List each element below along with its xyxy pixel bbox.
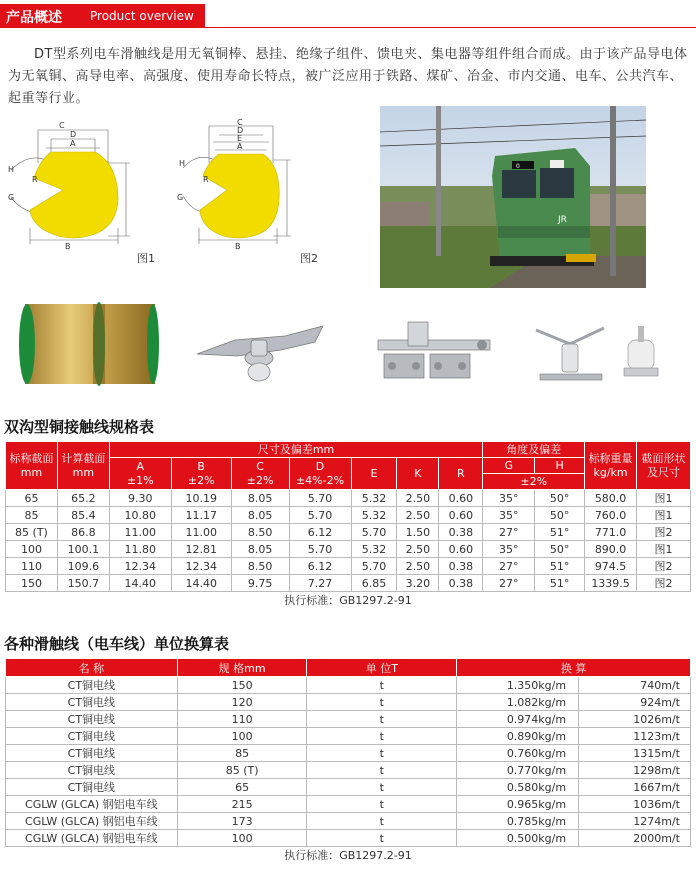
col-header-d-name: D: [315, 459, 325, 473]
spec-standard: 执行标准：GB1297.2-91: [284, 594, 412, 607]
spec-table: [5, 441, 691, 608]
train-logo: JR: [558, 215, 567, 225]
table-cell: 8.05: [231, 541, 289, 558]
table-cell: 9.30: [109, 490, 171, 507]
table-cell: 1123m/t: [579, 728, 691, 745]
dim-label-d: D: [70, 130, 77, 139]
table-cell: 14.40: [171, 575, 231, 592]
table-row: [6, 490, 691, 507]
table-cell: 27°: [483, 575, 535, 592]
table-cell: 8.50: [231, 558, 289, 575]
figure-2-label: 图2: [300, 252, 318, 265]
table-row: [6, 745, 691, 762]
table-cell: 85: [6, 507, 58, 524]
table-cell: 8.05: [231, 490, 289, 507]
table-cell: 10.80: [109, 507, 171, 524]
table-cell: 5.70: [289, 507, 351, 524]
table-row: [6, 796, 691, 813]
conv-table-title: 各种滑触线（电车线）单位换算表: [4, 635, 230, 653]
table-cell: 5.32: [351, 541, 397, 558]
table-cell: 3.20: [397, 575, 439, 592]
table-row: [6, 524, 691, 541]
col-header-g: G: [483, 458, 535, 474]
table-cell: 11.00: [171, 524, 231, 541]
table-cell: t: [307, 745, 457, 762]
table-cell: 740m/t: [579, 677, 691, 694]
col-header-c-tol: ±2%: [246, 473, 274, 487]
table-cell: t: [307, 762, 457, 779]
col-header-nominal: 标称截面mm: [6, 442, 58, 490]
table-cell: 0.890kg/m: [457, 728, 579, 745]
table-cell: 1274m/t: [579, 813, 691, 830]
table-cell: CT铜电线: [6, 694, 178, 711]
cross-section-diagram-2: [175, 118, 305, 258]
table-cell: 50°: [535, 490, 585, 507]
figure-1-label: 图1: [137, 252, 155, 265]
table-cell: 6.12: [289, 524, 351, 541]
table-cell: t: [307, 728, 457, 745]
dim-label-a: A: [237, 142, 243, 151]
conv-header-conv: 换 算: [457, 659, 691, 677]
table-cell: 1339.5: [585, 575, 637, 592]
table-cell: t: [307, 694, 457, 711]
intro-paragraph: DT型系列电车滑触线是用无氧铜棒、悬挂、绝缘子组件、馈电夹、集电器等组件组合而成。由于该产品导电体为无氧铜、高导电率、高强度、使用寿命长特点，被广泛应用于铁路、煤矿、冶金、市内交通、电车、公共汽车、起重等行业。: [8, 47, 688, 106]
table-cell: 1315m/t: [579, 745, 691, 762]
table-cell: 100: [177, 728, 307, 745]
table-cell: 图1: [637, 507, 691, 524]
table-cell: 5.70: [289, 541, 351, 558]
table-cell: 27°: [483, 558, 535, 575]
table-cell: 1667m/t: [579, 779, 691, 796]
header-title-en: Product overview: [90, 9, 194, 23]
table-cell: 1026m/t: [579, 711, 691, 728]
table-cell: 2.50: [397, 490, 439, 507]
table-cell: 0.770kg/m: [457, 762, 579, 779]
col-header-b-name: B: [197, 459, 205, 473]
table-cell: 924m/t: [579, 694, 691, 711]
table-cell: 85: [177, 745, 307, 762]
dim-label-c: C: [237, 118, 243, 127]
table-cell: 760.0: [585, 507, 637, 524]
table-cell: 27°: [483, 524, 535, 541]
dim-label-b: B: [235, 242, 241, 251]
col-header-angle: 角度及偏差: [483, 442, 585, 458]
table-cell: 0.785kg/m: [457, 813, 579, 830]
dim-label-r: R: [32, 175, 38, 184]
table-cell: 1.50: [397, 524, 439, 541]
table-cell: t: [307, 711, 457, 728]
table-row: [6, 541, 691, 558]
table-row: [6, 575, 691, 592]
table-cell: 215: [177, 796, 307, 813]
table-cell: 0.60: [439, 490, 483, 507]
table-cell: 1298m/t: [579, 762, 691, 779]
table-cell: 图2: [637, 558, 691, 575]
col-header-h: H: [535, 458, 585, 474]
col-header-a-tol: ±1%: [126, 473, 154, 487]
conv-header-spec: 规 格mm: [177, 659, 307, 677]
table-cell: 86.8: [57, 524, 109, 541]
table-cell: CGLW (GLCA) 钢铝电车线: [6, 830, 178, 847]
table-cell: CT铜电线: [6, 677, 178, 694]
table-cell: 50°: [535, 541, 585, 558]
table-cell: 图2: [637, 575, 691, 592]
table-cell: CT铜电线: [6, 711, 178, 728]
table-row: [6, 762, 691, 779]
dim-label-d: D: [237, 126, 244, 135]
table-cell: 974.5: [585, 558, 637, 575]
table-cell: t: [307, 796, 457, 813]
table-row: [6, 694, 691, 711]
col-header-d-tol: ±4%-2%: [295, 473, 345, 487]
col-header-d: [289, 458, 351, 490]
col-header-calc: 计算截面mm: [57, 442, 109, 490]
table-cell: 0.580kg/m: [457, 779, 579, 796]
col-header-e: E: [351, 458, 397, 490]
table-cell: t: [307, 779, 457, 796]
hanger-fitting: [195, 320, 325, 382]
table-row: [6, 728, 691, 745]
dim-label-h: H: [179, 159, 186, 168]
col-header-gh-tol: ±2%: [483, 474, 585, 490]
table-cell: 5.32: [351, 507, 397, 524]
table-cell: 5.70: [289, 490, 351, 507]
table-cell: 1036m/t: [579, 796, 691, 813]
col-header-dims: 尺寸及偏差mm: [109, 442, 482, 458]
table-cell: 11.17: [171, 507, 231, 524]
col-header-k: K: [397, 458, 439, 490]
header-title-cn: 产品概述: [6, 10, 62, 26]
table-cell: 2000m/t: [579, 830, 691, 847]
table-cell: 1.350kg/m: [457, 677, 579, 694]
table-cell: 771.0: [585, 524, 637, 541]
table-cell: 890.0: [585, 541, 637, 558]
table-row: [6, 677, 691, 694]
dim-label-b: B: [65, 242, 71, 251]
table-cell: 580.0: [585, 490, 637, 507]
col-header-a-name: A: [136, 459, 145, 473]
table-cell: 150.7: [57, 575, 109, 592]
table-cell: 11.80: [109, 541, 171, 558]
table-cell: 12.34: [109, 558, 171, 575]
table-cell: 51°: [535, 524, 585, 541]
table-cell: 85 (T): [6, 524, 58, 541]
table-cell: 100: [177, 830, 307, 847]
table-cell: 150: [6, 575, 58, 592]
table-cell: 100: [6, 541, 58, 558]
col-header-c: [231, 458, 289, 490]
dim-label-g: G: [8, 193, 15, 202]
col-header-b: [171, 458, 231, 490]
conv-standard: 执行标准：GB1297.2-91: [284, 849, 412, 863]
table-cell: 2.50: [397, 558, 439, 575]
section-header: [0, 4, 205, 28]
table-cell: 2.50: [397, 541, 439, 558]
table-cell: 0.760kg/m: [457, 745, 579, 762]
table-cell: 65: [177, 779, 307, 796]
table-cell: 5.70: [351, 558, 397, 575]
table-cell: 100.1: [57, 541, 109, 558]
table-cell: 109.6: [57, 558, 109, 575]
table-cell: 65: [6, 490, 58, 507]
table-cell: 14.40: [109, 575, 171, 592]
table-cell: t: [307, 830, 457, 847]
table-cell: 173: [177, 813, 307, 830]
table-cell: 35°: [483, 507, 535, 524]
table-cell: 8.05: [231, 507, 289, 524]
table-cell: CT铜电线: [6, 728, 178, 745]
table-cell: 9.75: [231, 575, 289, 592]
table-cell: 2.50: [397, 507, 439, 524]
table-cell: 图1: [637, 490, 691, 507]
table-cell: 12.34: [171, 558, 231, 575]
table-cell: 35°: [483, 490, 535, 507]
table-cell: 1.082kg/m: [457, 694, 579, 711]
table-cell: 0.60: [439, 541, 483, 558]
table-row: [6, 779, 691, 796]
table-cell: t: [307, 677, 457, 694]
col-header-weight: 标称重量kg/km: [585, 442, 637, 490]
dim-label-h: H: [8, 165, 15, 174]
spec-table-title: 双沟型铜接触线规格表: [4, 418, 155, 436]
col-header-c-name: C: [256, 459, 264, 473]
table-cell: 图2: [637, 524, 691, 541]
dim-label-e: E: [237, 134, 243, 143]
header-divider: [205, 27, 696, 28]
table-cell: 85 (T): [177, 762, 307, 779]
train-photo: [380, 106, 646, 288]
table-cell: 51°: [535, 558, 585, 575]
table-cell: CT铜电线: [6, 745, 178, 762]
train-number: 0: [516, 163, 520, 170]
conv-header-unit: 单 位T: [307, 659, 457, 677]
table-cell: 图1: [637, 541, 691, 558]
col-header-a: [109, 458, 171, 490]
table-cell: 5.70: [351, 524, 397, 541]
copper-wire-spool: [15, 296, 160, 392]
table-cell: 0.38: [439, 524, 483, 541]
table-cell: 150: [177, 677, 307, 694]
table-cell: 6.85: [351, 575, 397, 592]
table-cell: 51°: [535, 575, 585, 592]
table-cell: 110: [6, 558, 58, 575]
table-cell: 35°: [483, 541, 535, 558]
table-cell: 0.60: [439, 507, 483, 524]
table-row: [6, 813, 691, 830]
table-row: [6, 507, 691, 524]
table-cell: 10.19: [171, 490, 231, 507]
table-cell: 0.965kg/m: [457, 796, 579, 813]
table-cell: 11.00: [109, 524, 171, 541]
clamp-fitting: [370, 318, 495, 386]
dim-label-r: R: [203, 175, 209, 184]
table-row: [6, 830, 691, 847]
table-cell: 120: [177, 694, 307, 711]
table-cell: 12.81: [171, 541, 231, 558]
table-cell: 8.50: [231, 524, 289, 541]
col-header-shape: 截面形状及尺寸: [637, 442, 691, 490]
table-cell: 65.2: [57, 490, 109, 507]
table-cell: 50°: [535, 507, 585, 524]
table-cell: 5.32: [351, 490, 397, 507]
table-cell: 85.4: [57, 507, 109, 524]
table-cell: CT铜电线: [6, 779, 178, 796]
table-cell: 110: [177, 711, 307, 728]
table-cell: CT铜电线: [6, 762, 178, 779]
table-cell: 0.38: [439, 558, 483, 575]
cross-section-diagram-1: [8, 118, 138, 258]
table-cell: CGLW (GLCA) 钢铝电车线: [6, 796, 178, 813]
table-cell: 6.12: [289, 558, 351, 575]
table-cell: t: [307, 813, 457, 830]
table-row: [6, 558, 691, 575]
dim-label-c: C: [59, 121, 65, 130]
table-cell: 0.38: [439, 575, 483, 592]
table-row: [6, 711, 691, 728]
conv-header-name: 名 称: [6, 659, 178, 677]
table-cell: CGLW (GLCA) 钢铝电车线: [6, 813, 178, 830]
dim-label-g: G: [177, 193, 184, 202]
col-header-r: R: [439, 458, 483, 490]
table-cell: 0.500kg/m: [457, 830, 579, 847]
insulator-assembly: [530, 318, 678, 390]
table-cell: 0.974kg/m: [457, 711, 579, 728]
col-header-b-tol: ±2%: [187, 473, 215, 487]
conv-table: [5, 658, 691, 864]
table-cell: 7.27: [289, 575, 351, 592]
dim-label-a: A: [70, 139, 76, 148]
